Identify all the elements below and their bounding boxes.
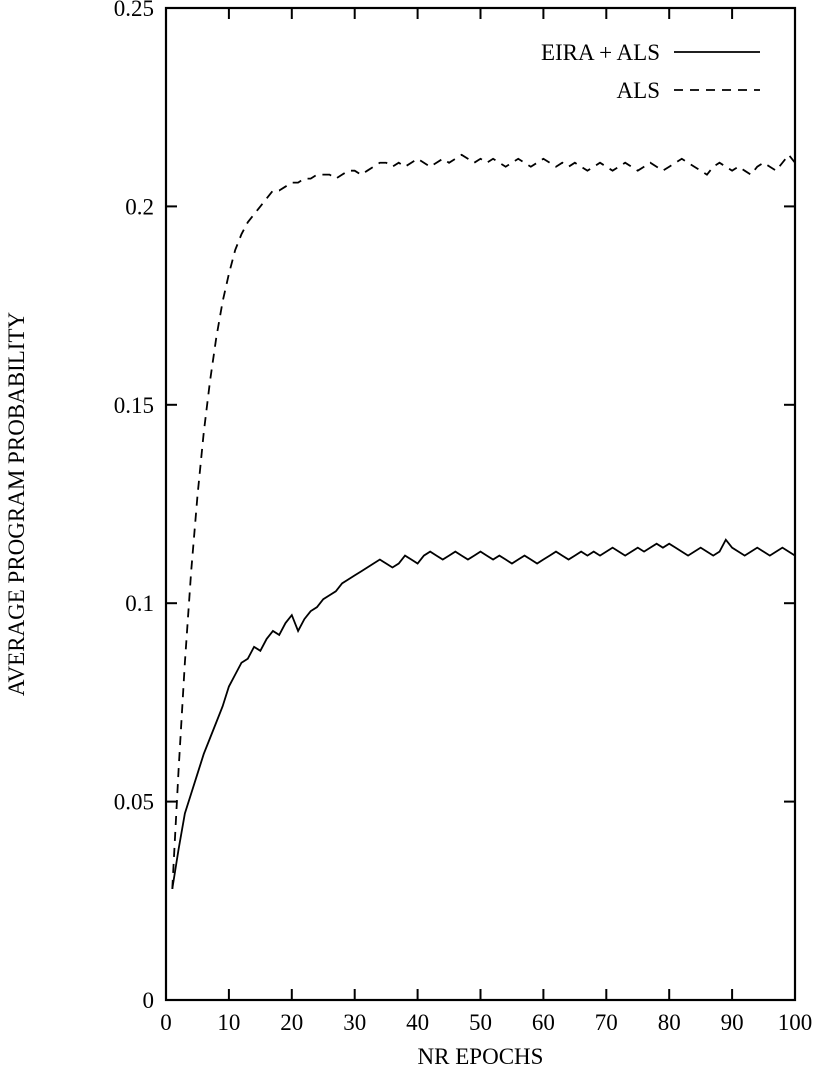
x-tick-label: 0 xyxy=(160,1010,172,1035)
series-line-2 xyxy=(172,155,795,889)
y-tick-label: 0.2 xyxy=(125,194,154,220)
x-tick-label: 70 xyxy=(594,1010,618,1035)
x-tick-label: 80 xyxy=(657,1010,681,1035)
y-axis-label: AVERAGE PROGRAM PROBABILITY xyxy=(4,311,29,697)
x-tick-label: 30 xyxy=(343,1010,367,1035)
x-tick-label: 20 xyxy=(280,1010,304,1035)
series-line-1 xyxy=(172,540,795,889)
data-series-layer xyxy=(172,155,795,889)
legend-label-2: ALS xyxy=(616,78,660,103)
legend-label-1: EIRA + ALS xyxy=(540,40,660,65)
chart-legend xyxy=(541,40,760,103)
y-tick-label: 0.25 xyxy=(113,0,154,21)
x-tick-label: 90 xyxy=(720,1010,744,1035)
y-axis-tick-labels xyxy=(114,0,154,1013)
x-tick-label: 100 xyxy=(777,1010,813,1035)
axis-ticks xyxy=(166,8,795,1000)
x-tick-label: 10 xyxy=(217,1010,241,1035)
x-tick-label: 50 xyxy=(469,1010,492,1035)
y-tick-label: 0.1 xyxy=(125,591,154,617)
x-tick-label: 40 xyxy=(406,1010,430,1035)
y-tick-label: 0.15 xyxy=(113,392,154,418)
x-tick-label: 60 xyxy=(531,1010,555,1035)
plot-frame xyxy=(166,8,795,1000)
y-tick-label: 0 xyxy=(142,988,154,1013)
x-axis-label: NR EPOCHS xyxy=(417,1044,544,1069)
y-tick-label: 0.05 xyxy=(113,789,154,815)
x-axis-tick-labels xyxy=(160,1010,812,1035)
